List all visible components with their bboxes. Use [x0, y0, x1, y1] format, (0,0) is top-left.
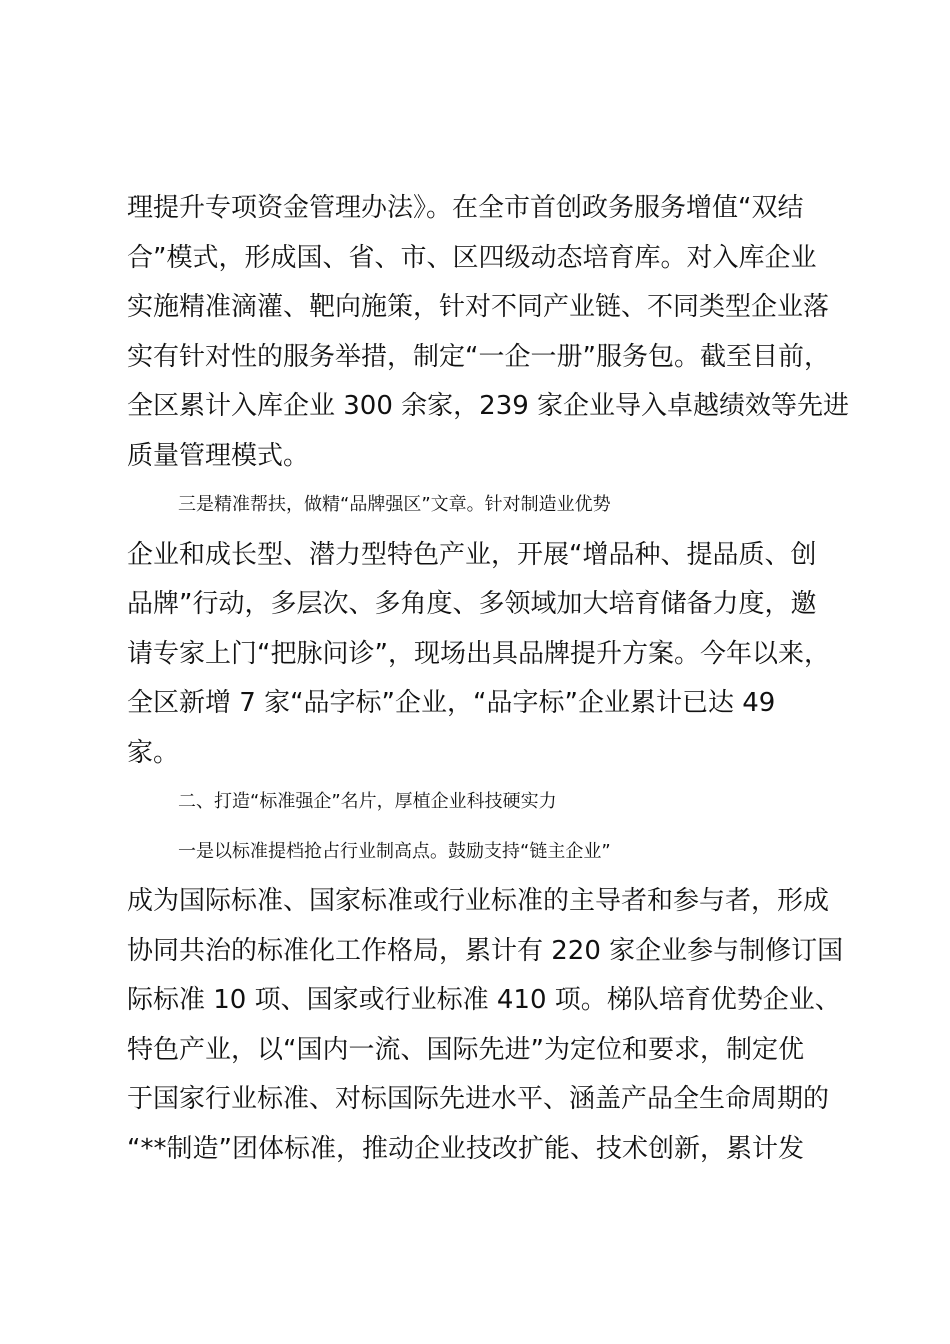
- paragraph-first-line: 三是精准帮扶，做精“品牌强区”文章。针对制造业优势: [178, 494, 611, 515]
- text-line: 全区新增 7 家“品字标”企业，“品字标”企业累计已达 49: [127, 688, 776, 718]
- paragraph-first-line: 一是以标准提档抢占行业制高点。鼓励支持“链主企业”: [178, 841, 611, 862]
- text-line: 企业和成长型、潜力型特色产业，开展“增品种、提品质、创: [127, 540, 817, 570]
- text-line: 合”模式，形成国、省、市、区四级动态培育库。对入库企业: [127, 243, 817, 273]
- text-line: 质量管理模式。: [127, 441, 310, 471]
- text-line: 于国家行业标准、对标国际先进水平、涵盖产品全生命周期的: [127, 1084, 830, 1114]
- text-line: 际标准 10 项、国家或行业标准 410 项。梯队培育优势企业、: [127, 985, 841, 1015]
- text-line: 品牌”行动，多层次、多角度、多领域加大培育储备力度，邀: [127, 589, 817, 619]
- text-line: 家。: [127, 738, 180, 768]
- text-line: 成为国际标准、国家标准或行业标准的主导者和参与者，形成: [127, 886, 830, 916]
- text-line: 特色产业，以“国内一流、国际先进”为定位和要求，制定优: [127, 1035, 804, 1065]
- section-heading: 二、打造“标准强企”名片，厚植企业科技硬实力: [178, 791, 557, 812]
- text-line: “**制造”团体标准，推动企业技改扩能、技术创新，累计发: [127, 1134, 804, 1164]
- text-line: 实有针对性的服务举措，制定“一企一册”服务包。截至目前，: [127, 342, 830, 372]
- text-line: 全区累计入库企业 300 余家，239 家企业导入卓越绩效等先进: [127, 391, 850, 421]
- text-line: 理提升专项资金管理办法》。在全市首创政务服务增值“双结: [127, 193, 804, 223]
- text-line: 实施精准滴灌、靶向施策，针对不同产业链、不同类型企业落: [127, 292, 830, 322]
- text-line: 协同共治的标准化工作格局，累计有 220 家企业参与制修订国: [127, 936, 844, 966]
- text-line: 请专家上门“把脉问诊”，现场出具品牌提升方案。今年以来，: [127, 639, 830, 669]
